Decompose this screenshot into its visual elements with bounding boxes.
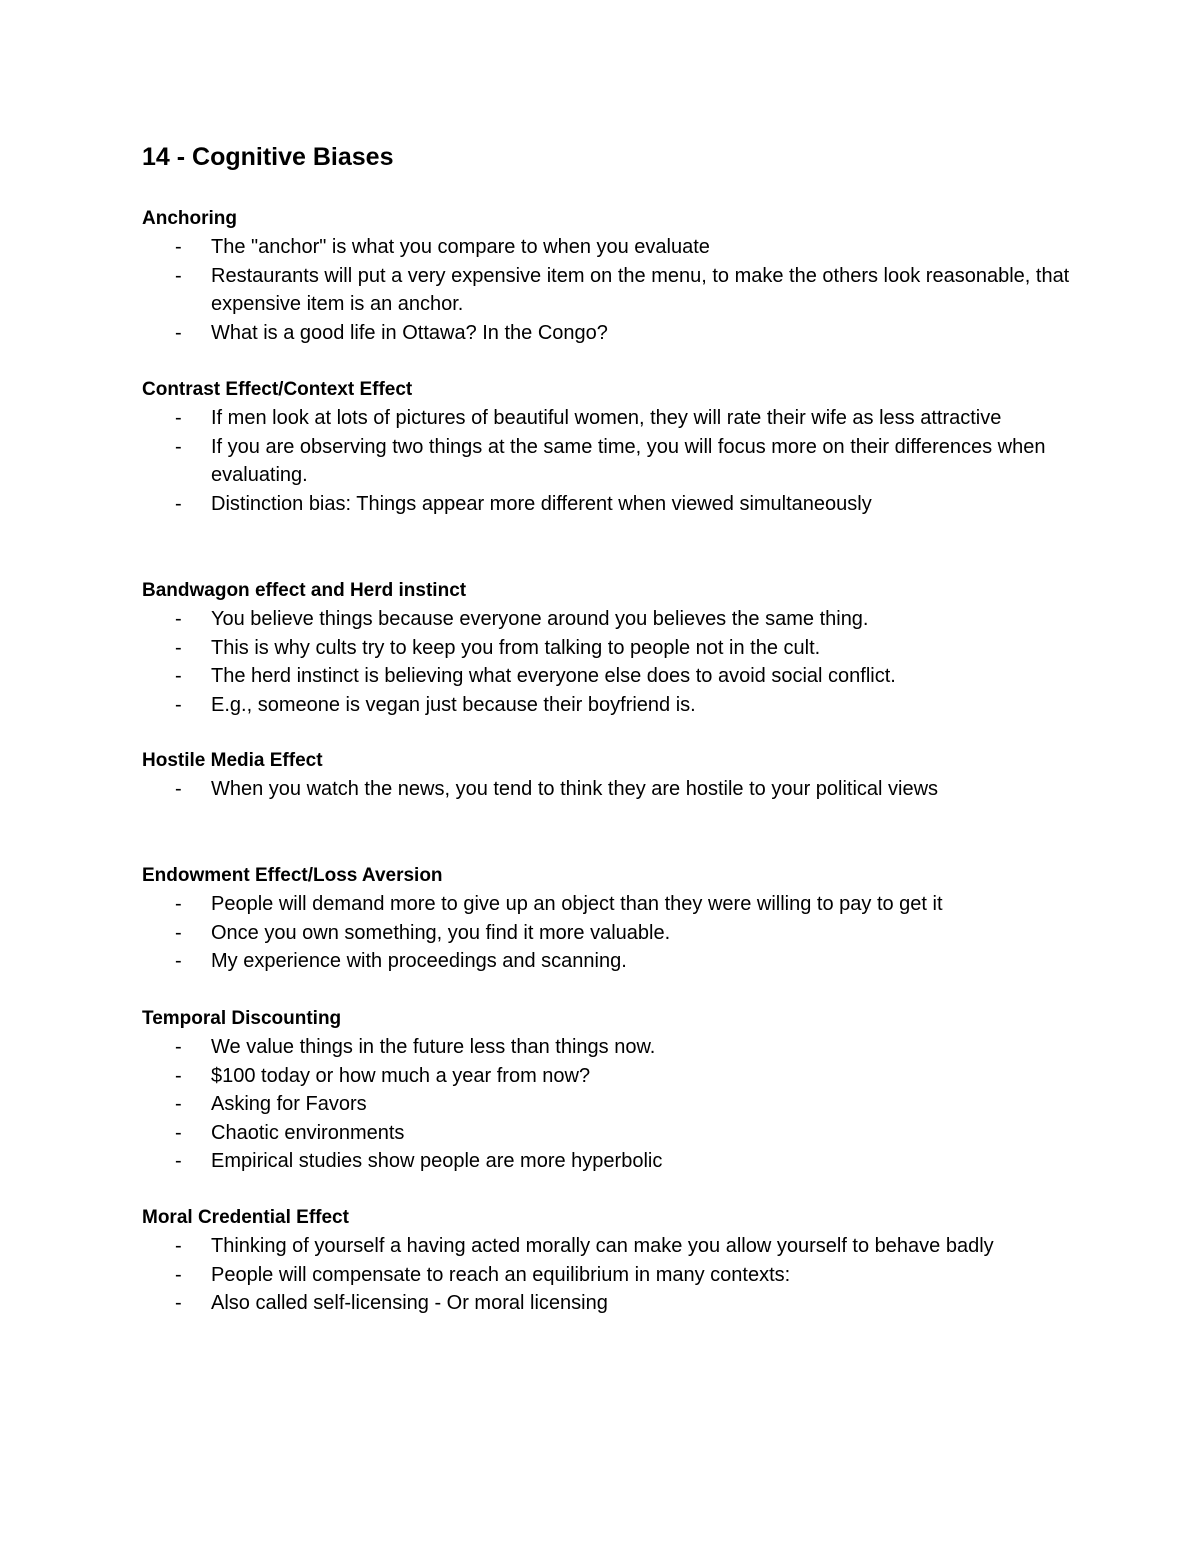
section-heading: Bandwagon effect and Herd instinct <box>142 580 467 601</box>
list-item <box>142 1232 1071 1261</box>
section-anchoring <box>142 204 1102 347</box>
list-item-text: If you are observing two things at the same time, you will focus more on their differences when evaluating. <box>211 435 1046 486</box>
section-heading: Hostile Media Effect <box>142 750 323 771</box>
bullet-list <box>142 1033 1102 1176</box>
list-item <box>142 1033 1071 1062</box>
list-item-text: This is why cults try to keep you from talking to people not in the cult. <box>211 636 821 659</box>
list-item-text: Thinking of yourself a having acted morally can make you allow yourself to behave badly <box>211 1235 994 1257</box>
list-item-text: Asking for Favors <box>211 1093 367 1115</box>
list-item <box>142 1119 1071 1148</box>
list-item-text: Chaotic environments <box>211 1121 405 1144</box>
dash-bullet: - <box>175 1121 182 1144</box>
list-item-text: What is a good life in Ottawa? In the Congo? <box>211 321 608 344</box>
list-item <box>142 947 1071 976</box>
section-heading: Endowment Effect/Loss Aversion <box>142 865 443 886</box>
list-item-text: People will compensate to reach an equilibrium in many contexts: <box>211 1263 791 1286</box>
page-title: 14 - Cognitive Biases <box>142 143 394 171</box>
list-item <box>142 233 1071 262</box>
section-temporal-discounting <box>142 1004 1102 1176</box>
bullet-list <box>142 775 1102 804</box>
dash-bullet: - <box>175 492 182 515</box>
dash-bullet: - <box>175 608 182 630</box>
dash-bullet: - <box>175 950 182 972</box>
section-contrast-effect <box>142 375 1102 518</box>
section-hostile-media-effect <box>142 746 1102 804</box>
bullet-list <box>142 404 1102 518</box>
list-item-text: My experience with proceedings and scanning. <box>211 950 627 972</box>
dash-bullet: - <box>175 1263 182 1286</box>
list-item <box>142 1147 1071 1176</box>
section-heading: Anchoring <box>142 208 237 229</box>
section-moral-credential-effect <box>142 1203 1102 1318</box>
list-item <box>142 1261 1071 1290</box>
bullet-list <box>142 605 1102 719</box>
dash-bullet: - <box>175 893 182 915</box>
section-heading: Moral Credential Effect <box>142 1207 349 1228</box>
dash-bullet: - <box>175 407 182 429</box>
list-item-text: We value things in the future less than things now. <box>211 1036 656 1058</box>
list-item-text: E.g., someone is vegan just because their boyfriend is. <box>211 693 696 716</box>
list-item-text: Also called self-licensing - Or moral licensing <box>211 1292 608 1314</box>
dash-bullet: - <box>175 1064 182 1087</box>
list-item <box>142 662 1071 691</box>
dash-bullet: - <box>175 1235 182 1257</box>
list-item <box>142 404 1071 433</box>
list-item <box>142 1062 1071 1091</box>
dash-bullet: - <box>175 1150 182 1172</box>
dash-bullet: - <box>175 1093 182 1115</box>
section-heading: Contrast Effect/Context Effect <box>142 379 413 400</box>
list-item <box>142 691 1071 720</box>
list-item <box>142 1090 1071 1119</box>
dash-bullet: - <box>175 435 182 458</box>
list-item-text: Once you own something, you find it more valuable. <box>211 921 671 944</box>
bullet-list <box>142 890 1102 976</box>
bullet-list <box>142 1232 1102 1318</box>
dash-bullet: - <box>175 264 182 287</box>
list-item <box>142 1289 1071 1318</box>
list-item-text: $100 today or how much a year from now? <box>211 1064 591 1087</box>
list-item <box>142 634 1071 663</box>
dash-bullet: - <box>175 1292 182 1314</box>
dash-bullet: - <box>175 1036 182 1058</box>
list-item <box>142 890 1071 919</box>
dash-bullet: - <box>175 236 182 258</box>
list-item-text: Distinction bias: Things appear more different when viewed simultaneously <box>211 492 872 515</box>
list-item-text: Restaurants will put a very expensive item on the menu, to make the others look reasonable, that expensive item is an anchor. <box>211 264 1070 315</box>
dash-bullet: - <box>175 321 182 344</box>
list-item-text: The "anchor" is what you compare to when you evaluate <box>211 236 710 258</box>
list-item-text: If men look at lots of pictures of beautiful women, they will rate their wife as less attractive <box>211 407 1002 429</box>
list-item <box>142 775 1071 804</box>
dash-bullet: - <box>175 693 182 716</box>
list-item <box>142 919 1071 948</box>
list-item-text: People will demand more to give up an object than they were willing to pay to get it <box>211 893 943 915</box>
list-item-text: The herd instinct is believing what everyone else does to avoid social conflict. <box>211 665 896 687</box>
dash-bullet: - <box>175 921 182 944</box>
bullet-list <box>142 233 1102 347</box>
dash-bullet: - <box>175 778 182 800</box>
dash-bullet: - <box>175 665 182 687</box>
list-item <box>142 490 1071 519</box>
section-endowment-effect <box>142 861 1102 976</box>
list-item-text: When you watch the news, you tend to think they are hostile to your political views <box>211 778 939 800</box>
list-item-text: Empirical studies show people are more hyperbolic <box>211 1150 663 1172</box>
list-item <box>142 319 1071 348</box>
list-item <box>142 605 1071 634</box>
section-heading: Temporal Discounting <box>142 1008 342 1029</box>
list-item <box>142 262 1071 319</box>
dash-bullet: - <box>175 636 182 659</box>
list-item <box>142 433 1071 490</box>
section-bandwagon-effect <box>142 576 1102 719</box>
list-item-text: You believe things because everyone around you believes the same thing. <box>211 608 869 630</box>
